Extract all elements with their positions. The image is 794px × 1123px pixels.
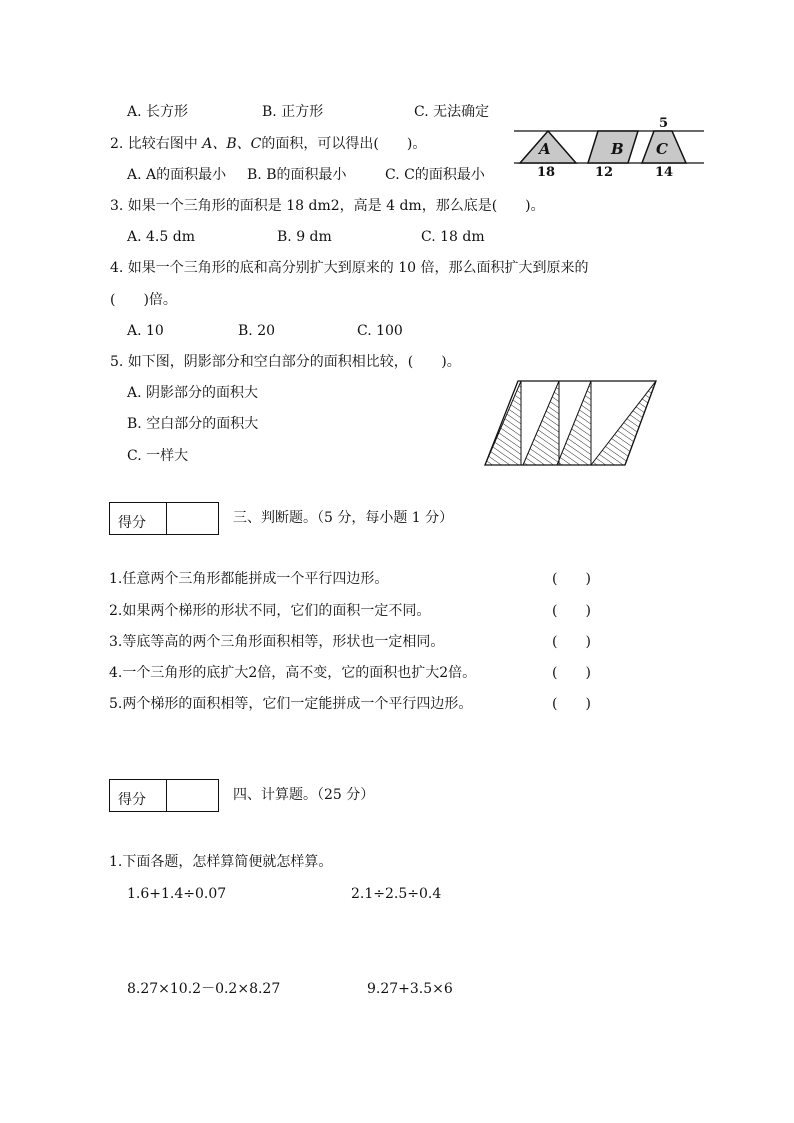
calc-q1-stem: 1.下面各题，怎样算简便就怎样算。 (109, 854, 333, 870)
calc-expr-4: 9.27+3.5×6 (367, 981, 453, 997)
q2-top-label: 5 (659, 116, 669, 131)
judge-item-3: 3.等底等高的两个三角形面积相等，形状也一定相同。 (109, 634, 445, 650)
q5-shaded-triangle-3 (557, 381, 591, 465)
section3-score-label: 得分 (118, 515, 146, 531)
judge-item-2: 2.如果两个梯形的形状不同，它们的面积一定不同。 (109, 603, 431, 619)
calc-expr-2: 2.1÷2.5÷0.4 (351, 886, 442, 902)
calc-expr-1: 1.6+1.4÷0.07 (127, 886, 227, 902)
section4-score-box (109, 779, 219, 812)
q2-stem (110, 137, 426, 151)
q5-option-b: B. 空白部分的面积大 (127, 416, 259, 432)
score-box-divider (166, 780, 167, 811)
q1-option-c: C. 无法确定 (414, 104, 490, 120)
judge-paren-4: ( ) (552, 665, 591, 681)
q2-label-a: A (539, 140, 551, 158)
q2-option-a: A. A的面积最小 (127, 167, 227, 183)
q2-option-b: B. B的面积最小 (247, 167, 347, 183)
score-box-divider (166, 503, 167, 534)
q2-stem-letters: A、B、C (202, 136, 262, 152)
q5-shaded-triangle-2 (523, 381, 559, 465)
section3-title: 三、判断题。（5 分，每小题 1 分） (233, 510, 454, 526)
q1-option-b: B. 正方形 (262, 104, 324, 120)
judge-item-5: 5.两个梯形的面积相等，它们一定能拼成一个平行四边形。 (109, 696, 473, 712)
q2-bottom-label-b: 12 (595, 165, 614, 180)
q4-stem-line1: 4. 如果一个三角形的底和高分别扩大到原来的 10 倍，那么面积扩大到原来的 (110, 260, 589, 276)
q5-option-a: A. 阴影部分的面积大 (127, 385, 259, 401)
q2-label-b: B (611, 140, 624, 158)
calc-expr-3: 8.27×10.2－0.2×8.27 (127, 981, 281, 997)
q4-option-a: A. 10 (127, 323, 164, 339)
q4-option-b: B. 20 (238, 323, 276, 339)
q2-option-c: C. C的面积最小 (385, 167, 485, 183)
q3-stem: 3. 如果一个三角形的面积是 18 dm2，高是 4 dm，那么底是( )。 (110, 198, 545, 214)
judge-item-1: 1.任意两个三角形都能拼成一个平行四边形。 (109, 571, 389, 587)
q2-label-c: C (656, 140, 668, 158)
judge-paren-1: ( ) (552, 571, 591, 587)
section3-score-box (109, 502, 219, 535)
section4-score-label: 得分 (118, 792, 146, 808)
q4-option-c: C. 100 (357, 323, 403, 339)
q2-bottom-label-c: 14 (655, 165, 674, 180)
q2-stem-post: 的面积，可以得出( )。 (261, 136, 427, 152)
q5-shaded-triangle-4 (591, 381, 656, 465)
q1-option-a: A. 长方形 (127, 104, 189, 120)
judge-paren-5: ( ) (552, 696, 591, 712)
judge-paren-2: ( ) (552, 603, 591, 619)
q3-option-a: A. 4.5 dm (127, 229, 195, 245)
q5-option-c: C. 一样大 (127, 448, 189, 464)
q4-stem-line2: ( )倍。 (110, 292, 177, 308)
q3-option-b: B. 9 dm (277, 229, 332, 245)
section4-title: 四、计算题。（25 分） (233, 787, 375, 803)
q5-figure (484, 380, 659, 466)
q2-stem-pre: 2. 比较右图中 (110, 136, 203, 152)
judge-paren-3: ( ) (552, 634, 591, 650)
judge-item-4: 4.一个三角形的底扩大2倍，高不变，它的面积也扩大2倍。 (109, 665, 477, 681)
q2-bottom-label-a: 18 (537, 165, 556, 180)
q5-stem: 5. 如下图，阴影部分和空白部分的面积相比较，( )。 (110, 354, 461, 370)
q3-option-c: C. 18 dm (421, 229, 485, 245)
